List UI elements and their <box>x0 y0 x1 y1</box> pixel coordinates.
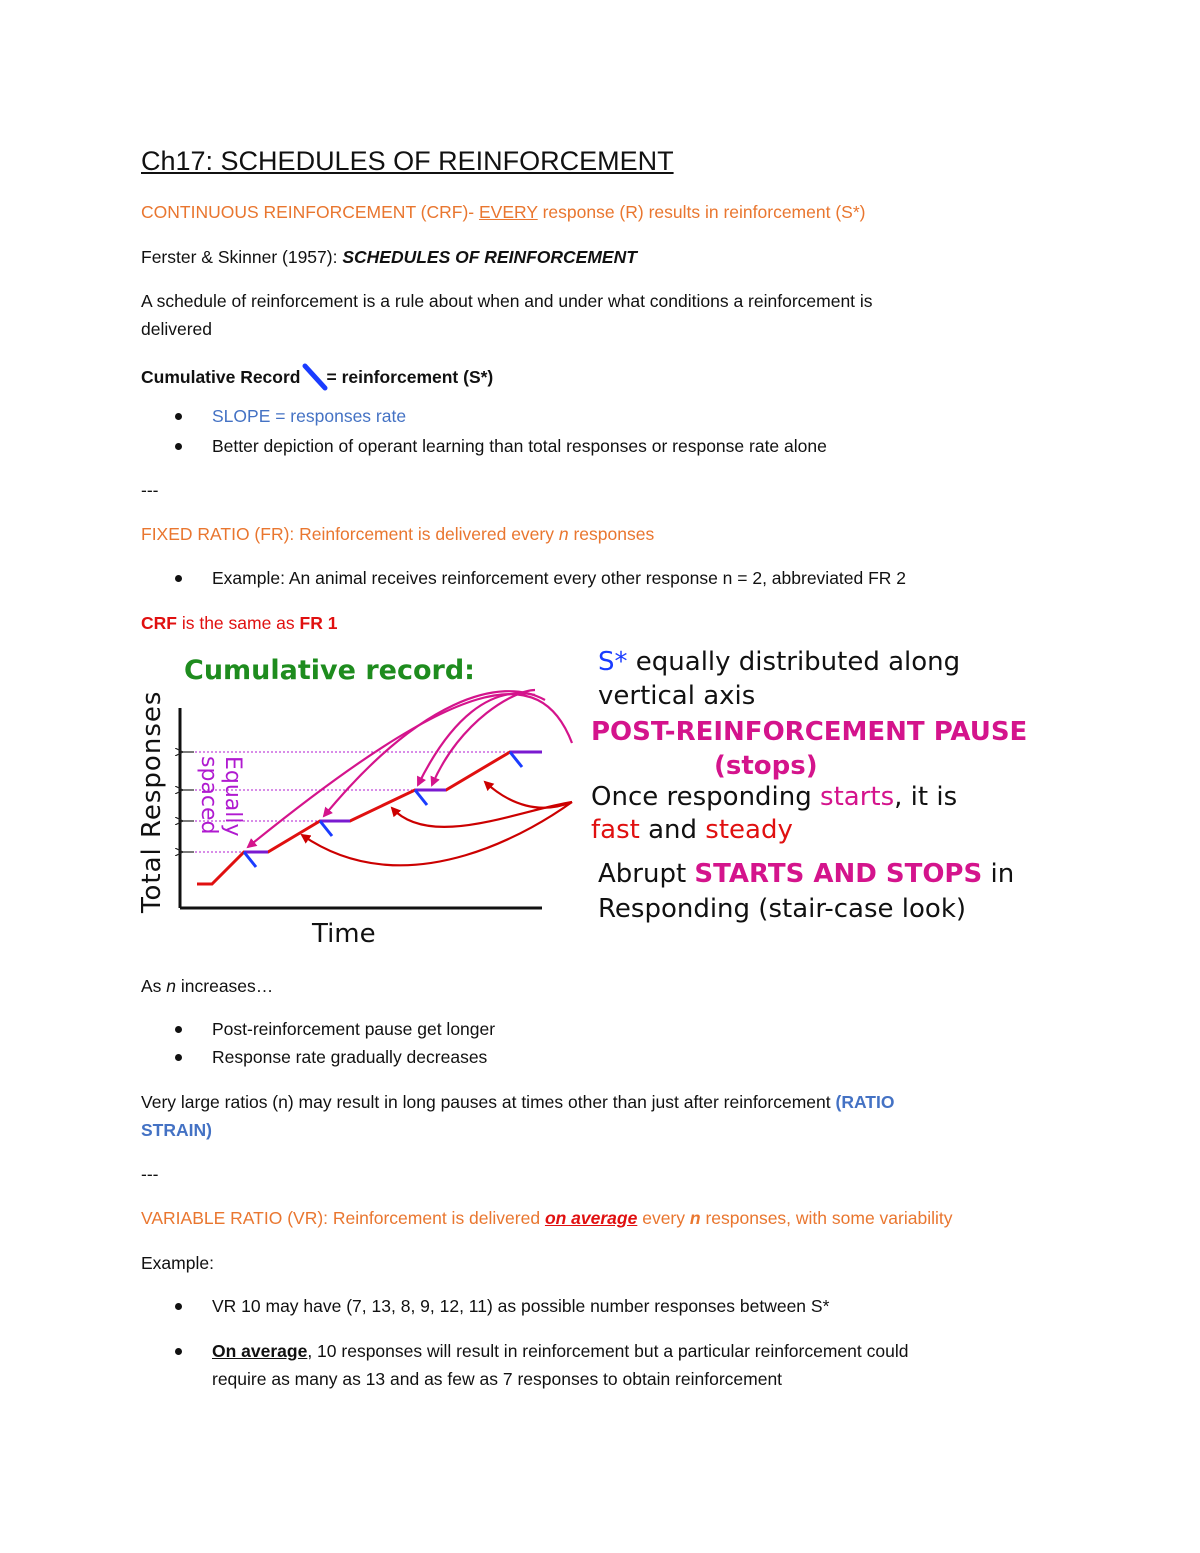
large-ratios-line-1 <box>141 1092 894 1113</box>
definition-line-2: delivered <box>141 319 213 339</box>
reinforcement-mark-icon <box>302 363 328 391</box>
ferster-line <box>141 247 637 268</box>
vr-n: n <box>689 1208 701 1228</box>
cumulative-record-line <box>197 752 542 884</box>
bullet-dot <box>175 1054 182 1061</box>
note-once-responding: Once responding starts, it is <box>591 782 958 812</box>
bullet-dot <box>175 1303 182 1310</box>
large-ratios-text: Very large ratios (n) may result in long pauses at times other than just after reinforcement <box>141 1092 836 1112</box>
note-staircase: Responding (stair-case look) <box>598 894 967 924</box>
bullet-dot <box>175 1348 182 1355</box>
bullet-dot <box>175 1026 182 1033</box>
note-s-equally: S* equally distributed along <box>598 647 961 677</box>
depiction-bullet: Better depiction of operant learning than total responses or response rate alone <box>212 436 827 456</box>
crf-rest: response (R) results in reinforcement (S*) <box>537 202 866 222</box>
vr10-bullet: VR 10 may have (7, 13, 8, 9, 12, 11) as possible number responses between S* <box>212 1296 830 1316</box>
fr-text-before: Reinforcement is delivered every <box>299 524 559 544</box>
vr-text-b: every <box>637 1208 690 1228</box>
note-abrupt: Abrupt STARTS AND STOPS in <box>598 859 1015 889</box>
as-n-n: n <box>166 976 177 996</box>
vr-on-average: on average <box>544 1208 638 1228</box>
cumulative-record-line <box>141 363 493 391</box>
on-average-underlined: On average <box>212 1341 308 1361</box>
y-axis-label: Total Responses <box>137 690 167 913</box>
note-stops: (stops) <box>714 751 818 781</box>
vr-example-label: Example: <box>141 1253 214 1273</box>
fr-n: n <box>558 524 569 544</box>
crf-same-as: is the same as <box>176 613 300 633</box>
as-n-a: As <box>141 976 167 996</box>
fr-example: Example: An animal receives reinforcement every other response n = 2, abbreviated FR 2 <box>212 568 907 588</box>
fr-definition <box>141 524 654 545</box>
note-post-reinforcement-pause: POST-REINFORCEMENT PAUSE <box>591 717 1028 747</box>
cumulative-label: Cumulative Record <box>141 367 301 387</box>
bullet-dot <box>175 413 182 420</box>
vr-text-a: Reinforcement is delivered <box>332 1208 545 1228</box>
crf-definition <box>141 202 865 223</box>
vr-label: VARIABLE RATIO (VR): <box>141 1208 333 1228</box>
as-n-increases <box>141 976 273 997</box>
definition-line-1: A schedule of reinforcement is a rule about when and under what conditions a reinforcement is <box>141 291 873 311</box>
figure-title: Cumulative record: <box>184 655 475 686</box>
fr-text-after: responses <box>568 524 655 544</box>
separator: --- <box>141 1164 159 1184</box>
slope-bullet: SLOPE = responses rate <box>212 406 407 426</box>
vr-definition <box>141 1208 952 1229</box>
equally-label: Equally <box>220 756 245 837</box>
cumulative-record-figure <box>120 630 1070 960</box>
bullet-dot <box>175 443 182 450</box>
crf-every: EVERY <box>479 202 538 222</box>
vr-text-c: responses, with some variability <box>700 1208 953 1228</box>
magenta-arrows <box>248 690 572 847</box>
ratio-strain-1: (RATIO <box>835 1092 895 1112</box>
on-average-bullet-line-2: require as many as 13 and as few as 7 responses to obtain reinforcement <box>212 1369 783 1389</box>
on-average-rest: , 10 responses will result in reinforcement but a particular reinforcement could <box>307 1341 909 1361</box>
x-axis-label: Time <box>312 919 376 949</box>
note-fast-steady: fast and steady <box>591 815 793 845</box>
fr-label: FIXED RATIO (FR): <box>141 524 300 544</box>
ferster-title: SCHEDULES OF REINFORCEMENT <box>342 247 637 267</box>
ratio-strain-2: STRAIN) <box>141 1120 212 1140</box>
ferster-prefix: Ferster & Skinner (1957): <box>141 247 343 267</box>
crf-label: CONTINUOUS REINFORCEMENT (CRF)- <box>141 202 479 222</box>
crf-bold: CRF <box>141 613 177 633</box>
as-n-b: increases… <box>176 976 274 996</box>
page-title: Ch17: SCHEDULES OF REINFORCEMENT <box>141 146 674 176</box>
fr1-bold: FR 1 <box>299 613 338 633</box>
spaced-label: spaced <box>196 756 221 835</box>
rate-decreases-bullet: Response rate gradually decreases <box>212 1047 488 1067</box>
bullet-dot <box>175 575 182 582</box>
on-average-bullet <box>212 1341 908 1362</box>
pause-longer-bullet: Post-reinforcement pause get longer <box>212 1019 496 1039</box>
cumulative-rest: = reinforcement (S*) <box>326 367 494 387</box>
separator: --- <box>141 480 159 500</box>
note-vertical-axis: vertical axis <box>598 681 756 711</box>
